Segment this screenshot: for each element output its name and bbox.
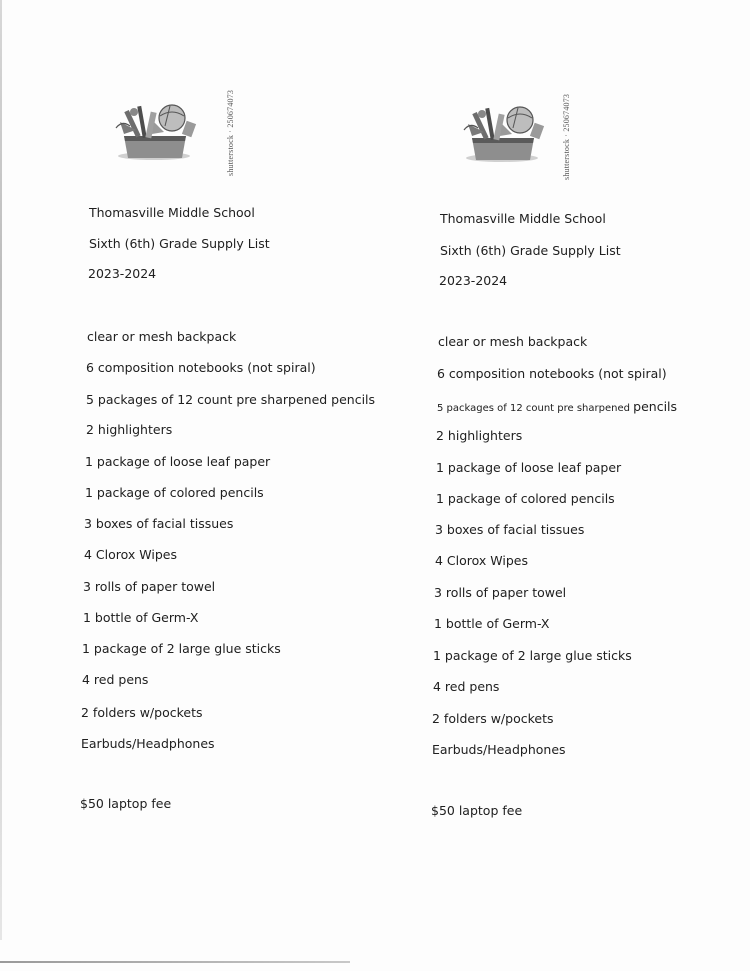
list-item: Earbuds/Headphones [432, 742, 566, 757]
list-item: 2 folders w/pockets [432, 711, 554, 726]
list-item: 3 rolls of paper towel [83, 579, 216, 594]
list-item: 1 package of loose leaf paper [436, 460, 622, 475]
list-item: Earbuds/Headphones [81, 736, 215, 751]
list-item: 4 Clorox Wipes [435, 553, 528, 568]
list-item-tail: pencils [633, 399, 678, 414]
school-supplies-clipart [458, 94, 548, 164]
list-item: 2 highlighters [86, 422, 173, 437]
list-item: 1 package of loose leaf paper [85, 454, 271, 469]
school-supplies-clipart [110, 92, 200, 162]
list-item: 3 boxes of facial tissues [84, 516, 234, 531]
supply-list-title: Sixth (6th) Grade Supply List [89, 236, 270, 251]
supply-list-right [360, 0, 690, 971]
list-item: 2 highlighters [436, 428, 523, 443]
list-item: 4 Clorox Wipes [84, 547, 177, 562]
stock-watermark: shutterstock · 250674073 [562, 93, 571, 180]
list-item [437, 399, 677, 414]
list-item: 6 composition notebooks (not spiral) [86, 360, 316, 375]
supply-list-title: Sixth (6th) Grade Supply List [440, 243, 621, 258]
list-item: 4 red pens [82, 672, 149, 687]
list-item: 1 bottle of Germ-X [83, 610, 199, 625]
list-item: 1 package of 2 large glue sticks [82, 641, 281, 656]
laptop-fee: $50 laptop fee [80, 796, 172, 811]
school-name: Thomasville Middle School [440, 211, 606, 226]
list-item: 5 packages of 12 count pre sharpened pencils [86, 392, 376, 407]
list-item: 1 package of colored pencils [85, 485, 264, 500]
school-year: 2023-2024 [88, 266, 157, 281]
list-item-text: 5 packages of 12 count pre sharpened [437, 403, 630, 414]
list-item: clear or mesh backpack [438, 334, 588, 349]
stock-watermark: shutterstock · 250674073 [226, 89, 235, 176]
school-year: 2023-2024 [439, 273, 508, 288]
list-item: 6 composition notebooks (not spiral) [437, 366, 667, 381]
list-item: 4 red pens [433, 679, 500, 694]
list-item: 2 folders w/pockets [81, 705, 203, 720]
list-item: 1 package of 2 large glue sticks [433, 648, 632, 663]
list-item: 1 package of colored pencils [436, 491, 615, 506]
list-item: 1 bottle of Germ-X [434, 616, 550, 631]
school-name: Thomasville Middle School [89, 205, 255, 220]
laptop-fee: $50 laptop fee [431, 803, 523, 818]
list-item: clear or mesh backpack [87, 329, 237, 344]
list-item: 3 boxes of facial tissues [435, 522, 585, 537]
list-item: 3 rolls of paper towel [434, 585, 567, 600]
